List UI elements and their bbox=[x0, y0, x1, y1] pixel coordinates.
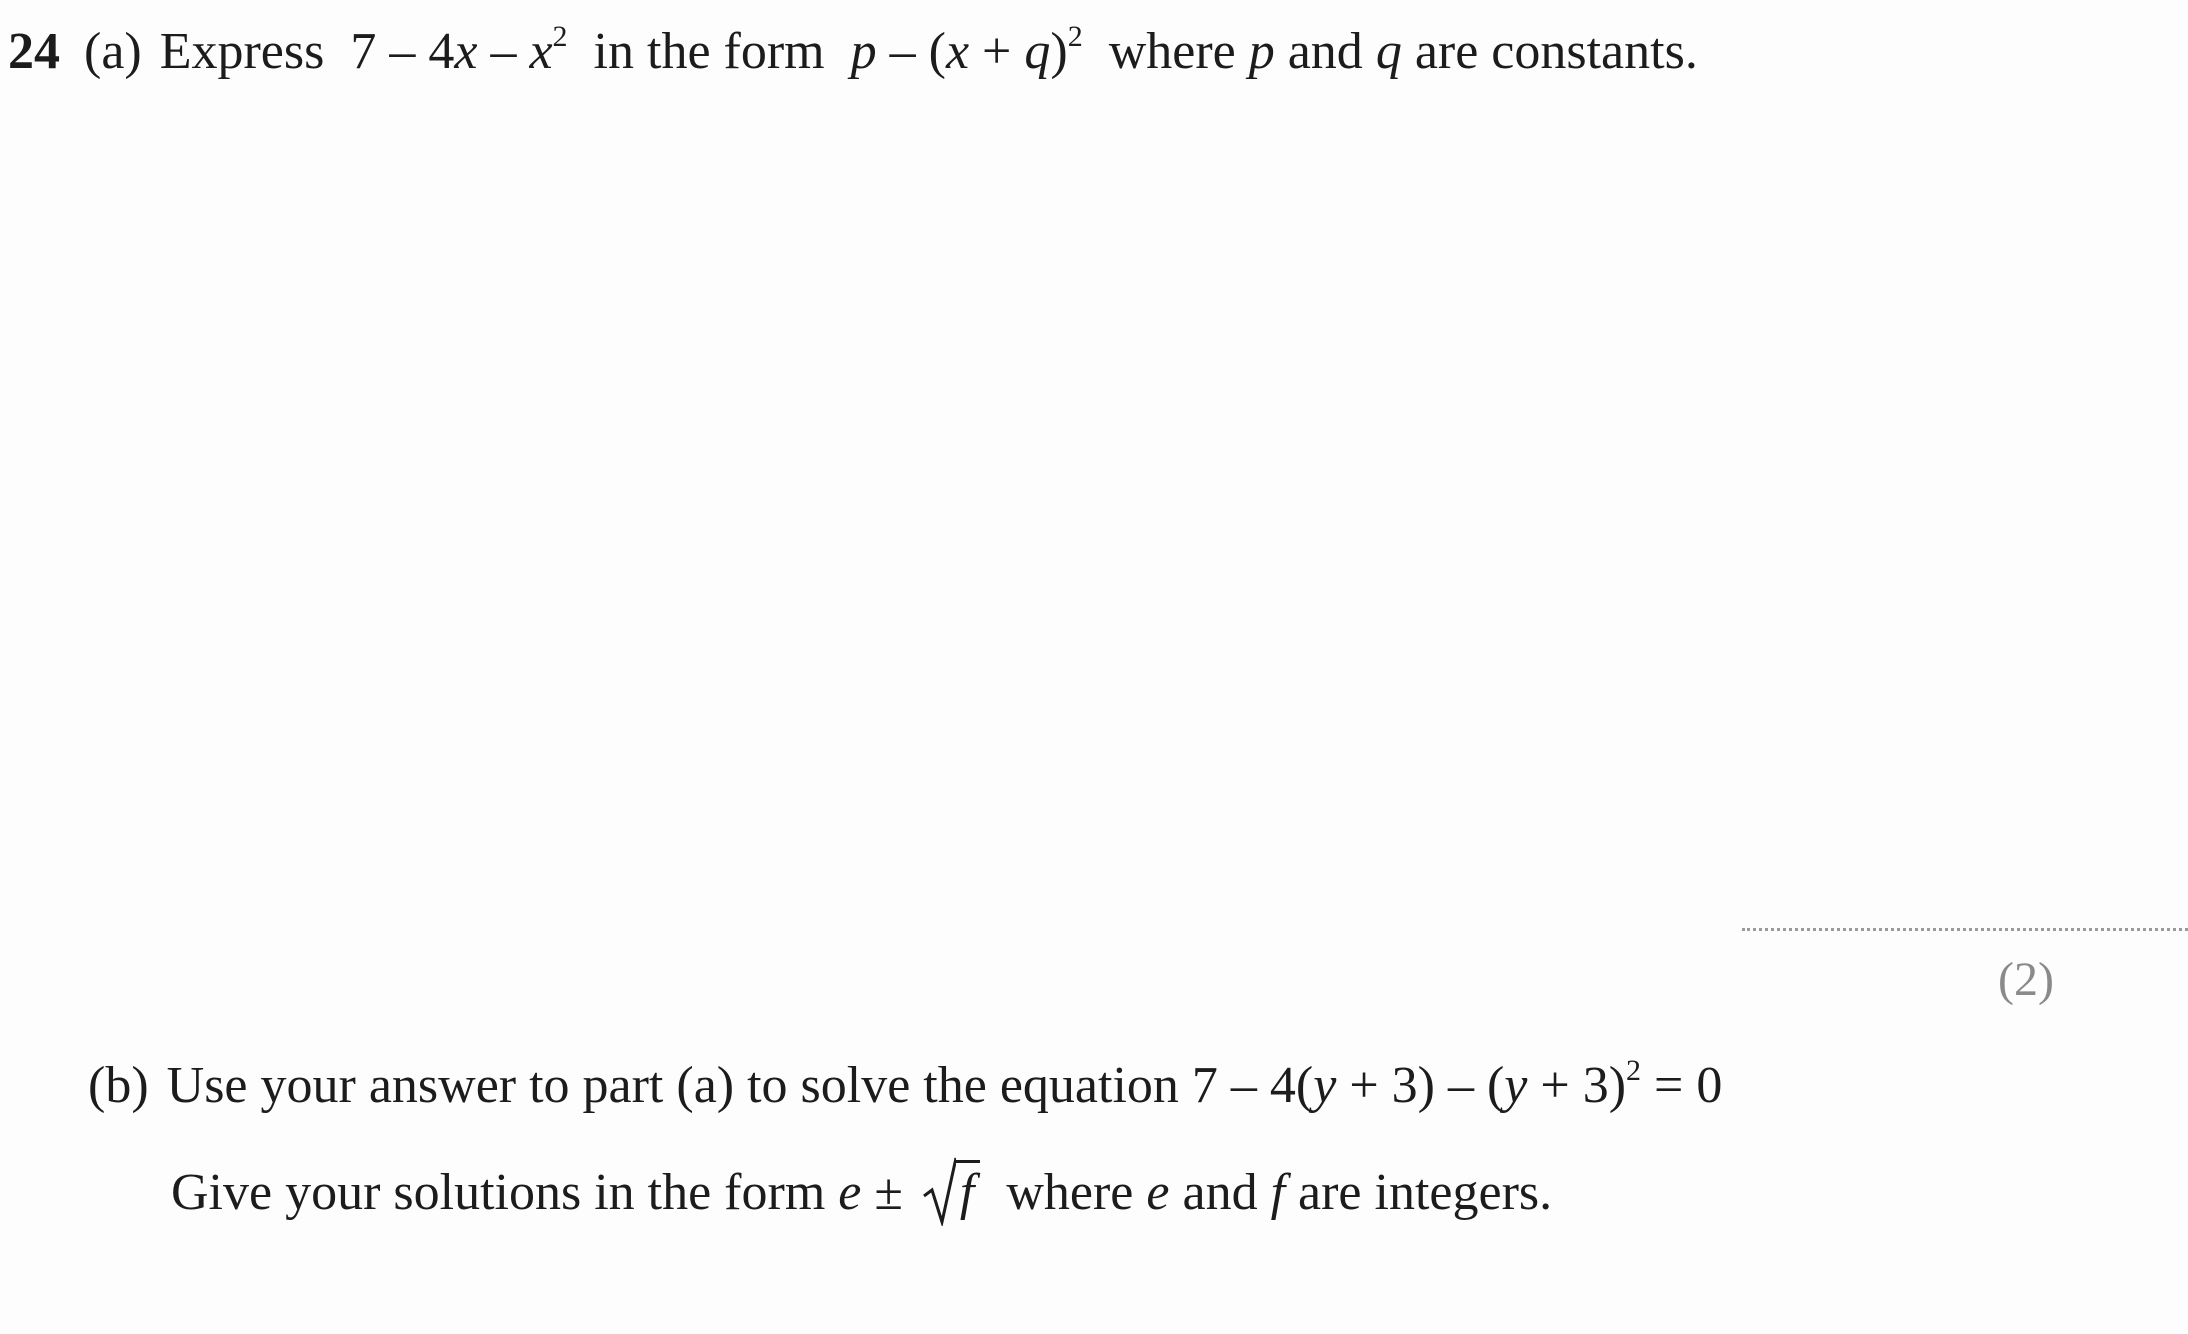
solution-form: e ± f bbox=[838, 1164, 980, 1221]
part-a-intro: Express bbox=[159, 23, 325, 80]
expression-to-express: $7 - 4x - x^2$ bbox=[350, 20, 568, 80]
part-a-tail: are constants. bbox=[1414, 23, 1698, 80]
sqrt-icon bbox=[922, 1154, 956, 1226]
question-number: 24 bbox=[8, 23, 60, 80]
part-a-mid-text: in the form bbox=[593, 23, 825, 80]
part-b-and: and bbox=[1182, 1164, 1258, 1221]
var-e: e bbox=[1146, 1164, 1170, 1221]
var-f: f bbox=[1270, 1164, 1286, 1221]
part-b-tail: are integers. bbox=[1298, 1164, 1553, 1221]
answer-line[interactable] bbox=[1742, 928, 2188, 931]
part-a-label: (a) bbox=[84, 23, 142, 80]
question-24-part-b bbox=[88, 1054, 1722, 1118]
part-a-marks: (2) bbox=[1998, 953, 2054, 1006]
part-b-label: (b) bbox=[88, 1057, 149, 1114]
part-b-text: Use your answer to part (a) to solve the equation bbox=[166, 1057, 1179, 1114]
equation: $7 - 4(y + 3) - (y + 3)^2 = 0$ bbox=[1191, 1054, 1723, 1114]
var-p: p bbox=[1248, 23, 1275, 80]
part-b-instruction bbox=[171, 1160, 1552, 1225]
part-b-line2-start: Give your solutions in the form bbox=[171, 1164, 826, 1221]
question-24-part-a bbox=[8, 20, 1698, 84]
part-a-and: and bbox=[1287, 23, 1363, 80]
target-form: $p - (x + q)^2$ bbox=[850, 20, 1083, 80]
part-a-where: where bbox=[1108, 23, 1236, 80]
square-root: f bbox=[922, 1160, 980, 1225]
var-q: q bbox=[1375, 23, 1402, 80]
part-b-where: where bbox=[1006, 1164, 1134, 1221]
